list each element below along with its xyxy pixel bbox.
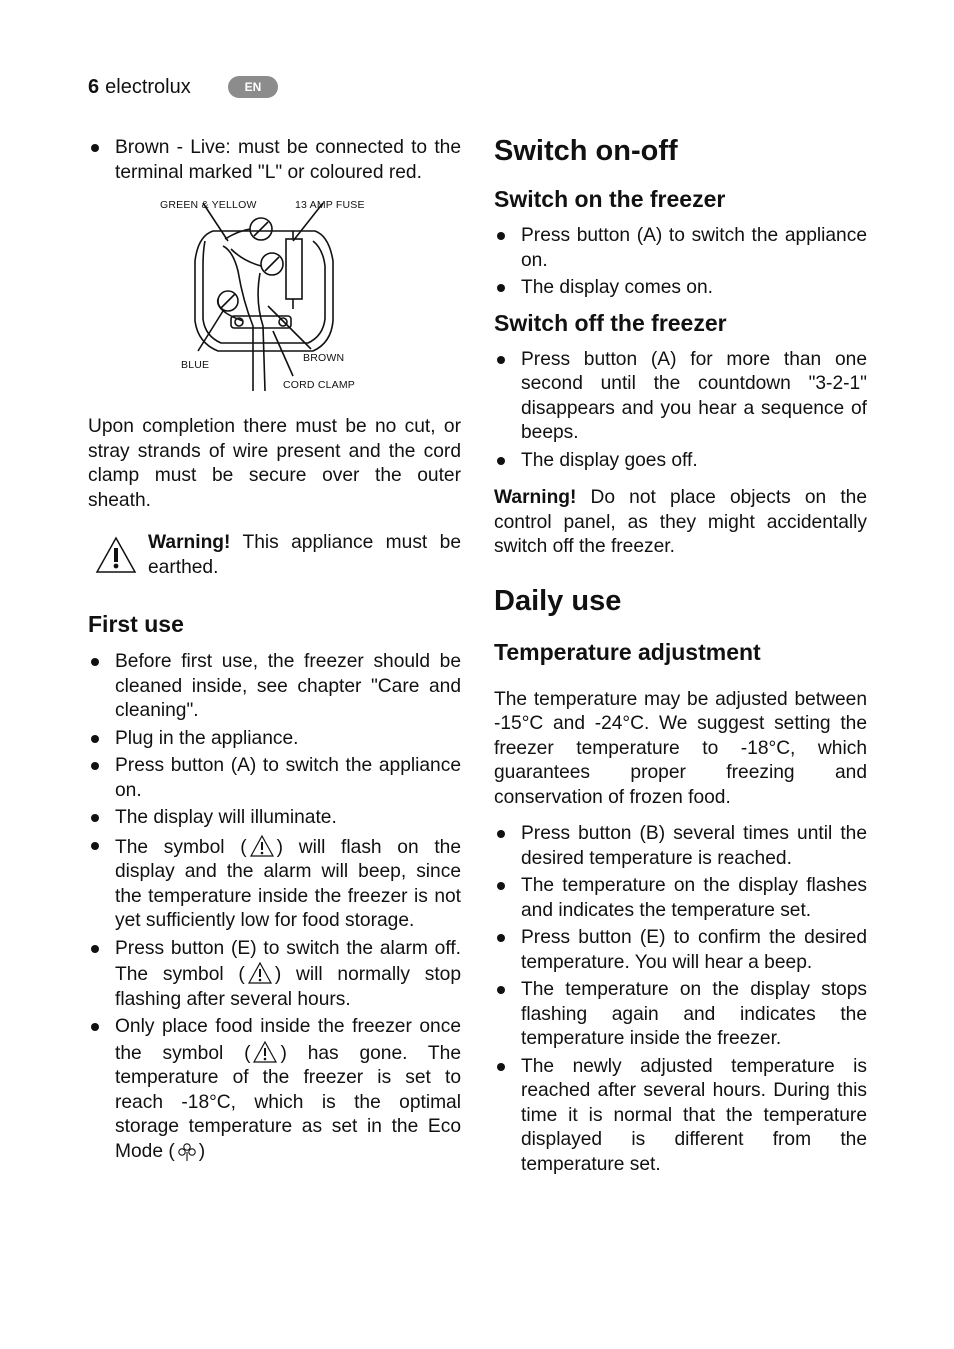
earthing-warning <box>88 531 461 580</box>
list-text: Press button (E) to switch the alarm off. The symbol ( <box>115 937 461 985</box>
list-text: ) will flash on the display and the alarm will beep, since the temperature inside the freezer is not yet sufficiently low for food storage. <box>115 836 461 931</box>
warning-text: Do not place objects on the control panel, as they might accidentally switch off the freezer. <box>494 487 867 557</box>
label-green-yellow: GREEN & YELLOW <box>160 199 257 211</box>
warning-triangle-icon <box>94 535 138 575</box>
switch-off-heading: Switch off the freezer <box>494 309 727 336</box>
first-use-heading: First use <box>88 611 184 637</box>
first-use-list <box>88 650 461 1164</box>
plug-icon <box>143 191 443 401</box>
right-column <box>494 134 867 1180</box>
list-text: ) has gone. The temperature of the freezer is set to reach -18°C, which is the optimal storage temperature as set in the Eco Mode ( <box>115 1042 461 1162</box>
switch-on-off-title: Switch on-off <box>494 135 678 167</box>
page-header <box>88 74 262 100</box>
label-fuse: 13 AMP FUSE <box>295 199 365 211</box>
switch-on-list <box>494 224 867 301</box>
list-item <box>88 834 461 934</box>
list-item: Press button (A) for more than one second until the countdown "3-2-1" disappears and you hear a sequence of beeps. <box>494 348 867 446</box>
list-item: Press button (E) to confirm the desired temperature. You will hear a beep. <box>494 926 867 975</box>
list-item: The temperature on the display flashes and indicates the temperature set. <box>494 874 867 923</box>
list-item <box>88 937 461 1013</box>
left-column <box>88 136 461 1167</box>
wiring-list <box>88 136 461 185</box>
warning-text: This appliance must be earthed. <box>148 532 461 578</box>
temperature-adjustment-heading: Temperature adjustment <box>494 638 761 665</box>
alarm-triangle-icon <box>247 961 273 985</box>
list-item: Plug in the appliance. <box>88 727 461 752</box>
switch-on-heading: Switch on the freezer <box>494 186 726 212</box>
daily-use-title: Daily use <box>494 584 622 617</box>
list-item: The display comes on. <box>494 276 867 301</box>
plug-wiring-diagram <box>143 191 443 401</box>
temperature-list <box>494 822 867 1177</box>
list-text: ) will normally stop flashing after several hours. <box>115 964 461 1010</box>
list-text: ) <box>198 1140 206 1162</box>
list-item <box>88 1015 461 1164</box>
list-item: Press button (B) several times until the desired temperature is reached. <box>494 822 867 871</box>
list-text: Only place food inside the freezer once the symbol ( <box>115 1016 461 1064</box>
alarm-triangle-icon <box>252 1040 278 1064</box>
control-panel-warning <box>494 486 867 560</box>
list-item: Press button (A) to switch the appliance on. <box>494 224 867 273</box>
completion-paragraph: Upon completion there must be no cut, or stray strands of wire present and the cord clamp must be secure over the outer sheath. <box>88 416 461 511</box>
page-number: 6 <box>88 75 100 98</box>
list-item: The newly adjusted temperature is reached after several hours. During this time it is normal that the temperature displayed is different from the temperature set. <box>494 1055 867 1178</box>
alarm-triangle-icon <box>249 834 275 858</box>
eco-mode-icon <box>177 1142 197 1162</box>
list-item: The display will illuminate. <box>88 806 461 831</box>
label-blue: BLUE <box>181 359 210 371</box>
list-text: The symbol ( <box>115 836 247 858</box>
warning-label: Warning! <box>494 487 577 508</box>
list-item: Press button (A) to switch the appliance on. <box>88 754 461 803</box>
switch-off-list <box>494 348 867 474</box>
list-item: Before first use, the freezer should be cleaned inside, see chapter "Care and cleaning". <box>88 650 461 724</box>
label-cord-clamp: CORD CLAMP <box>283 379 356 391</box>
warning-label: Warning! <box>148 532 231 553</box>
list-item: The display goes off. <box>494 449 867 474</box>
temperature-intro: The temperature may be adjusted between -15°C and -24°C. We suggest setting the freezer temperature to -18°C, which guarantees proper freezing and conservation of frozen food. <box>494 688 867 808</box>
brand-name: electrolux <box>105 75 191 98</box>
label-brown: BROWN <box>303 352 345 364</box>
list-item: Brown - Live: must be connected to the terminal marked "L" or coloured red. <box>88 136 461 185</box>
language-badge: EN <box>228 76 278 98</box>
list-item: The temperature on the display stops flashing again and indicates the temperature inside the freezer. <box>494 978 867 1052</box>
